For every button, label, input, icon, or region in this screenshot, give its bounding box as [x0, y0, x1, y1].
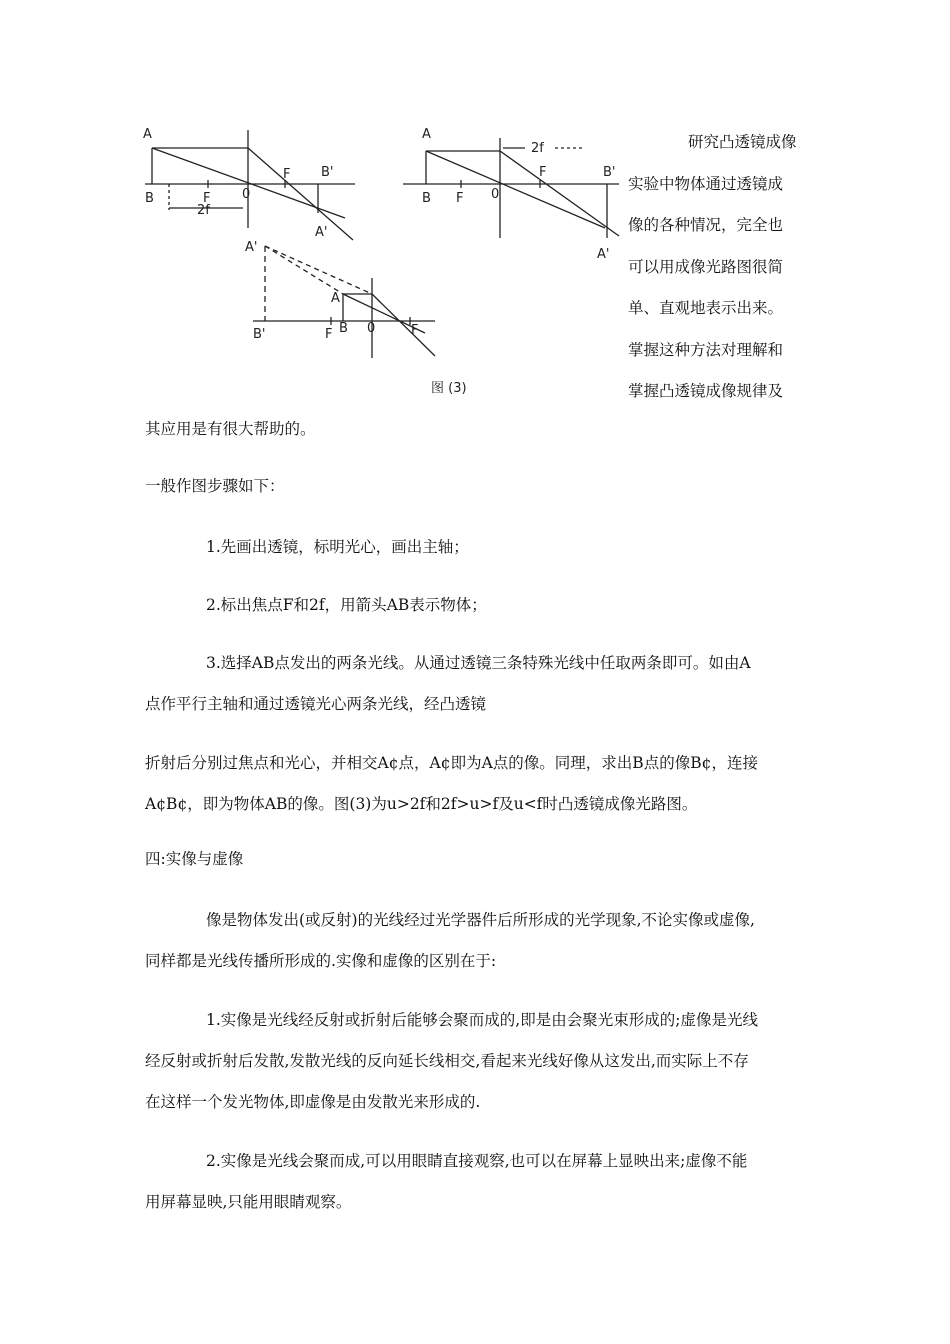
side-text-line: 像的各种情况，完全也 [628, 216, 784, 234]
side-text-line: 研究凸透镜成像 [688, 133, 797, 151]
d1-label-A: A [143, 127, 152, 142]
step-1: 1.先画出透镜，标明光心，画出主轴； [206, 538, 469, 556]
step-3-line-1: 3.选择AB点发出的两条光线。从通过透镜三条特殊光线中任取两条即可。如由A [206, 654, 751, 672]
step-3-line-2: 点作平行主轴和通过透镜光心两条光线，经凸透镜 [145, 695, 487, 713]
lens-ray-diagrams-figure [135, 118, 620, 408]
difference-2-line-2: 用屏幕显映,只能用眼睛观察。 [145, 1193, 352, 1211]
d3-label-A: A [331, 291, 340, 306]
refraction-line-2: A¢B¢，即为物体AB的像。图(3)为u>2f和2f>u>f及u<f时凸透镜成像光路图。 [145, 795, 698, 813]
d2-label-O: 0 [491, 187, 500, 202]
d1-label-A-prime: A' [315, 225, 328, 240]
continuation-text: 其应用是有很大帮助的。 [145, 420, 316, 438]
d2-label-F-left: F [456, 191, 464, 206]
d2-label-B-prime: B' [603, 165, 616, 180]
diagram-u-less-f [253, 246, 435, 358]
d2-label-F-right: F [539, 165, 547, 180]
figure-caption: 图 (3) [431, 381, 467, 396]
ray-diagram-svg [135, 118, 620, 408]
d1-label-B-prime: B' [321, 165, 334, 180]
section-4-title: 四:实像与虚像 [145, 850, 244, 868]
image-definition-line-1: 像是物体发出(或反射)的光线经过光学器件后所形成的光学现象,不论实像或虚像, [206, 911, 755, 929]
difference-1-line-3: 在这样一个发光物体,即虚像是由发散光来形成的. [145, 1093, 481, 1111]
image-definition-line-2: 同样都是光线传播所形成的.实像和虚像的区别在于: [145, 952, 497, 970]
d2-label-B: B [422, 191, 431, 206]
d3-label-A-prime: A' [245, 240, 258, 255]
d3-label-B-prime: B' [253, 327, 266, 342]
step-2: 2.标出焦点F和2f，用箭头AB表示物体； [206, 596, 487, 614]
difference-2-line-1: 2.实像是光线会聚而成,可以用眼睛直接观察,也可以在屏幕上显映出来;虚像不能 [206, 1152, 748, 1170]
d1-label-2f: 2f [197, 203, 210, 218]
d3-label-B: B [339, 321, 348, 336]
d3-label-F-left: F [325, 327, 333, 342]
d2-label-A-prime: A' [597, 247, 610, 262]
d2-label-A: A [422, 127, 431, 142]
d1-label-O: 0 [242, 187, 251, 202]
d3-label-O: 0 [367, 321, 376, 336]
d1-label-B: B [145, 191, 154, 206]
d1-label-F-right: F [283, 167, 291, 182]
d3-label-F-right: F [411, 323, 419, 338]
side-text-line: 掌握凸透镜成像规律及 [628, 382, 784, 400]
d2-label-2f: 2f [531, 141, 544, 156]
d1-label-F-left: F [203, 191, 211, 206]
diagram-u-greater-2f [145, 130, 355, 240]
diagram-2f-greater-u-greater-f [403, 138, 619, 238]
side-text-line: 单、直观地表示出来。 [628, 299, 784, 317]
side-text-block [628, 122, 818, 413]
side-text-line: 实验中物体通过透镜成 [628, 174, 784, 193]
side-text-line: 可以用成像光路图很简 [628, 257, 784, 276]
steps-intro: 一般作图步骤如下： [145, 477, 285, 495]
difference-1-line-1: 1.实像是光线经反射或折射后能够会聚而成的,即是由会聚光束形成的;虚像是光线 [206, 1011, 758, 1029]
refraction-line-1: 折射后分别过焦点和光心，并相交A¢点，A¢即为A点的像。同理，求出B点的像B¢，连接 [145, 754, 758, 772]
difference-1-line-2: 经反射或折射后发散,发散光线的反向延长线相交,看起来光线好像从这发出,而实际上不存 [145, 1052, 749, 1070]
side-text-line: 掌握这种方法对理解和 [628, 340, 784, 359]
